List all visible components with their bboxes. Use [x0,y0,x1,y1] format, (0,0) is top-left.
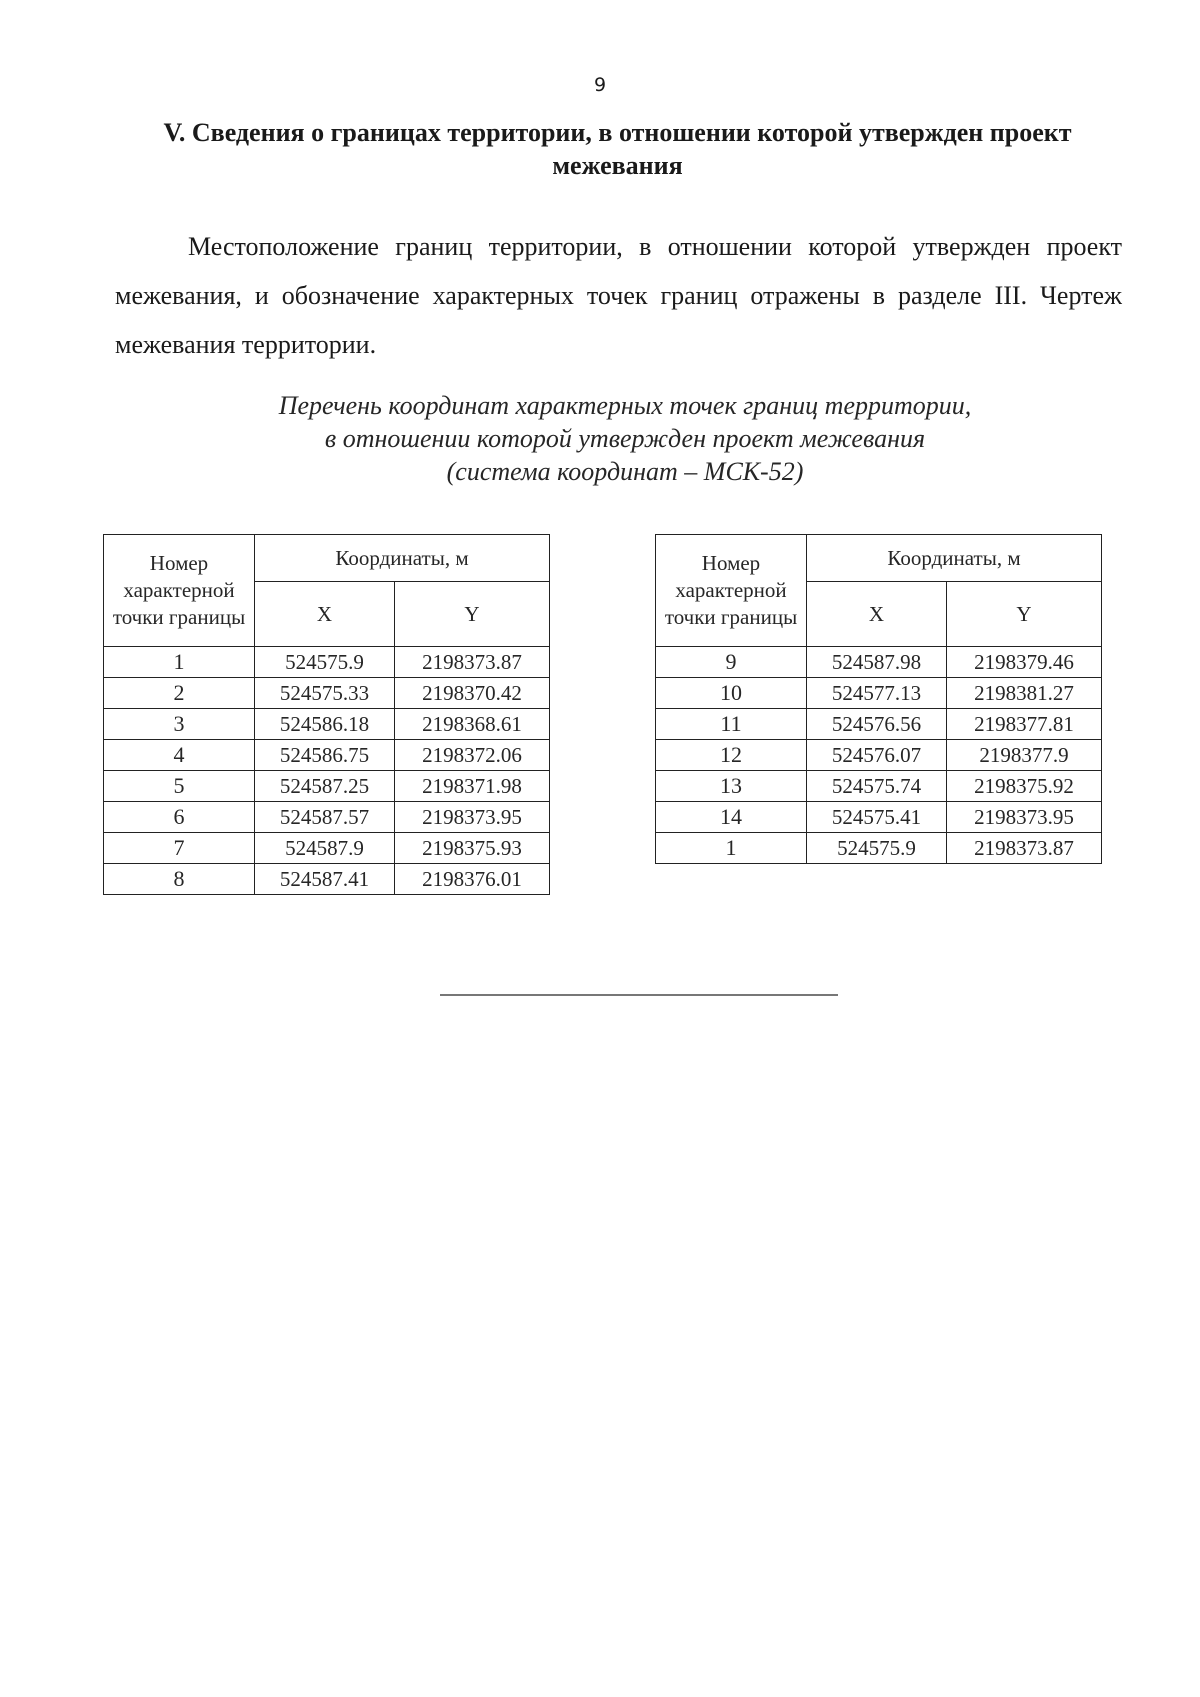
header-y: Y [947,582,1102,647]
x-coordinate-cell: 524577.13 [807,678,947,709]
x-coordinate-cell: 524575.9 [255,647,395,678]
y-coordinate-cell: 2198368.61 [395,709,550,740]
table-row [656,771,1102,802]
table-row [104,740,550,771]
table-row [104,802,550,833]
point-number-cell: 1 [104,647,255,678]
y-coordinate-cell: 2198377.81 [947,709,1102,740]
point-number-cell: 9 [656,647,807,678]
header-y: Y [395,582,550,647]
x-coordinate-cell: 524575.9 [807,833,947,864]
x-coordinate-cell: 524575.33 [255,678,395,709]
caption-line: Перечень координат характерных точек границ территории, [278,391,972,420]
y-coordinate-cell: 2198381.27 [947,678,1102,709]
header-x: X [807,582,947,647]
x-coordinate-cell: 524587.9 [255,833,395,864]
table-row [656,833,1102,864]
x-coordinate-cell: 524587.57 [255,802,395,833]
table-row [104,864,550,895]
y-coordinate-cell: 2198371.98 [395,771,550,802]
table-row [104,647,550,678]
header-x: X [255,582,395,647]
separator-line [440,994,838,996]
section-heading [110,116,1125,182]
point-number-cell: 2 [104,678,255,709]
x-coordinate-cell: 524587.25 [255,771,395,802]
page-number: 9 [593,74,607,96]
point-number-cell: 12 [656,740,807,771]
table-row [656,802,1102,833]
table-row [656,709,1102,740]
y-coordinate-cell: 2198373.87 [947,833,1102,864]
point-number-cell: 11 [656,709,807,740]
table-row [104,833,550,864]
header-coordinates: Координаты, м [807,535,1102,582]
x-coordinate-cell: 524587.98 [807,647,947,678]
x-coordinate-cell: 524586.75 [255,740,395,771]
header-coordinates: Координаты, м [255,535,550,582]
caption-line: в отношении которой утвержден проект межевания [324,424,926,453]
x-coordinate-cell: 524576.56 [807,709,947,740]
coordinates-table-left [103,534,550,895]
coordinates-table-right [655,534,1102,864]
y-coordinate-cell: 2198377.9 [947,740,1102,771]
header-point-number: Номер характерной точки границы [104,535,255,647]
point-number-cell: 13 [656,771,807,802]
table-row [104,771,550,802]
y-coordinate-cell: 2198370.42 [395,678,550,709]
section-heading-line: межевания [552,151,683,180]
header-point-number: Номер характерной точки границы [656,535,807,647]
y-coordinate-cell: 2198376.01 [395,864,550,895]
x-coordinate-cell: 524587.41 [255,864,395,895]
point-number-cell: 8 [104,864,255,895]
y-coordinate-cell: 2198375.93 [395,833,550,864]
table-row [104,709,550,740]
y-coordinate-cell: 2198375.92 [947,771,1102,802]
point-number-cell: 6 [104,802,255,833]
table-row [656,678,1102,709]
x-coordinate-cell: 524575.74 [807,771,947,802]
y-coordinate-cell: 2198373.95 [947,802,1102,833]
table-body-right [656,647,1102,864]
x-coordinate-cell: 524575.41 [807,802,947,833]
table-body-left [104,647,550,895]
x-coordinate-cell: 524576.07 [807,740,947,771]
body-paragraph: Местоположение границ территории, в отношении которой утвержден проект межевания, и обозначение характерных точек границ отражены в разделе III. Чертеж межевания территории. [115,232,1122,359]
table-row [656,647,1102,678]
point-number-cell: 10 [656,678,807,709]
y-coordinate-cell: 2198379.46 [947,647,1102,678]
point-number-cell: 1 [656,833,807,864]
point-number-cell: 14 [656,802,807,833]
x-coordinate-cell: 524586.18 [255,709,395,740]
y-coordinate-cell: 2198373.87 [395,647,550,678]
point-number-cell: 7 [104,833,255,864]
table-caption [0,389,1200,488]
section-heading-line: V. Сведения о границах территории, в отношении которой утвержден проект [163,118,1072,147]
caption-line: (система координат – МСК-52) [446,457,804,486]
table-row [656,740,1102,771]
y-coordinate-cell: 2198372.06 [395,740,550,771]
point-number-cell: 4 [104,740,255,771]
point-number-cell: 3 [104,709,255,740]
y-coordinate-cell: 2198373.95 [395,802,550,833]
point-number-cell: 5 [104,771,255,802]
table-row [104,678,550,709]
